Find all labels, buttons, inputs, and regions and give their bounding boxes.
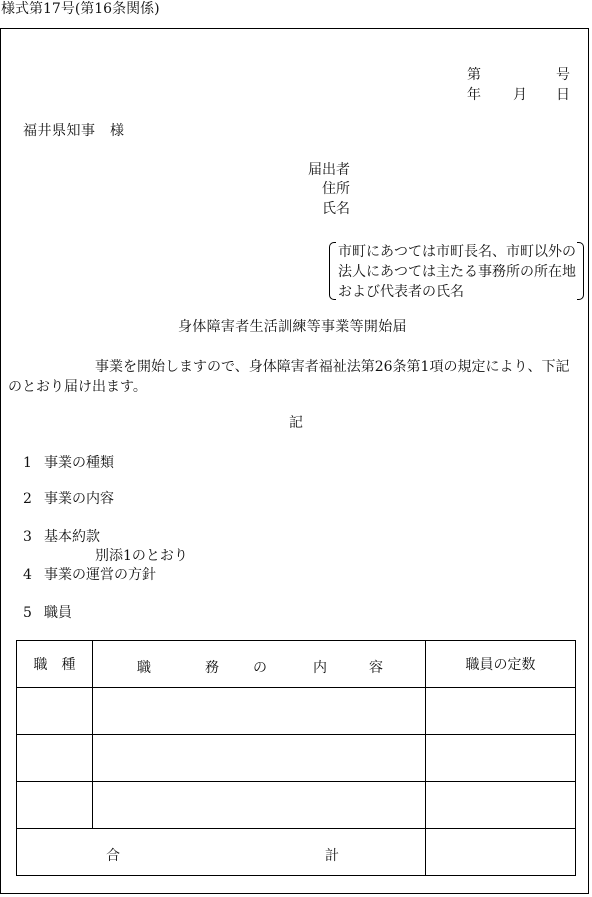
- total-label-cell: [17, 829, 426, 876]
- number-suffix: 号: [556, 67, 570, 83]
- item-business-type: [23, 456, 114, 470]
- item-operation-policy: [23, 568, 156, 582]
- staff-count-cell[interactable]: [426, 688, 576, 735]
- item-label: 事業の内容: [44, 491, 114, 507]
- item-basic-terms: [23, 530, 100, 544]
- table-row: [17, 782, 576, 829]
- duty-content-cell[interactable]: [93, 782, 426, 829]
- applicant-note-line: および代表者の氏名: [338, 284, 464, 300]
- duty-content-cell[interactable]: [93, 735, 426, 782]
- duty-content-cell[interactable]: [93, 688, 426, 735]
- addressee: 福井県知事 様: [23, 123, 125, 139]
- table-row: [17, 735, 576, 782]
- address-label: 住所: [322, 181, 350, 197]
- item-number: 1: [23, 455, 32, 471]
- job-type-cell[interactable]: [17, 688, 93, 735]
- date-year-label: 年: [467, 87, 481, 103]
- applicant-label: 届出者: [308, 162, 350, 178]
- header-duty-char: 内: [313, 660, 327, 676]
- item-label: 職員: [44, 605, 72, 621]
- applicant-note-line: 市町にあつては市町長名、市町以外の: [338, 244, 576, 260]
- item-staff: [23, 606, 72, 620]
- item-label: 事業の種類: [44, 455, 114, 471]
- job-type-cell[interactable]: [17, 782, 93, 829]
- item-number: 3: [23, 529, 32, 545]
- header-staff-count: 職員の定数: [426, 641, 576, 688]
- note-bracket-left: [329, 242, 336, 300]
- date-day-label: 日: [556, 87, 570, 103]
- item-basic-terms-note: 別添1のとおり: [95, 548, 188, 564]
- body-text-line: 事業を開始しますので、身体障害者福祉法第26条第1項の規定により、下記: [95, 359, 570, 375]
- table-row: [17, 688, 576, 735]
- form-number: 様式第17号(第16条関係): [1, 1, 160, 17]
- staff-count-cell[interactable]: [426, 782, 576, 829]
- number-prefix: 第: [467, 67, 481, 83]
- note-bracket-right: [577, 242, 584, 300]
- staff-table: [16, 640, 576, 876]
- applicant-note-line: 法人にあつては主たる事務所の所在地: [338, 264, 576, 280]
- staff-count-cell[interactable]: [426, 735, 576, 782]
- header-duty-char: 務: [205, 660, 219, 676]
- ki-heading: 記: [289, 415, 303, 431]
- item-number: 2: [23, 491, 32, 507]
- item-number: 4: [23, 567, 32, 583]
- item-label: 事業の運営の方針: [44, 567, 156, 583]
- item-number: 5: [23, 605, 32, 621]
- item-business-content: [23, 492, 114, 506]
- header-job-type: 職種: [17, 641, 93, 688]
- body-text-line: のとおり届け出ます。: [8, 379, 147, 395]
- table-total-row: [17, 829, 576, 876]
- name-label: 氏名: [322, 201, 350, 217]
- header-duty-char: 職: [137, 660, 151, 676]
- job-type-cell[interactable]: [17, 735, 93, 782]
- total-label-char: 合: [106, 848, 120, 864]
- table-header-row: [17, 641, 576, 688]
- item-label: 基本約款: [44, 529, 100, 545]
- document-title: 身体障害者生活訓練等事業等開始届: [178, 319, 407, 335]
- total-label-char: 計: [325, 848, 339, 864]
- date-month-label: 月: [513, 87, 527, 103]
- total-count-cell[interactable]: [426, 829, 576, 876]
- header-duty-content: [93, 641, 426, 688]
- header-duty-char: の: [253, 660, 267, 676]
- header-duty-char: 容: [369, 660, 383, 676]
